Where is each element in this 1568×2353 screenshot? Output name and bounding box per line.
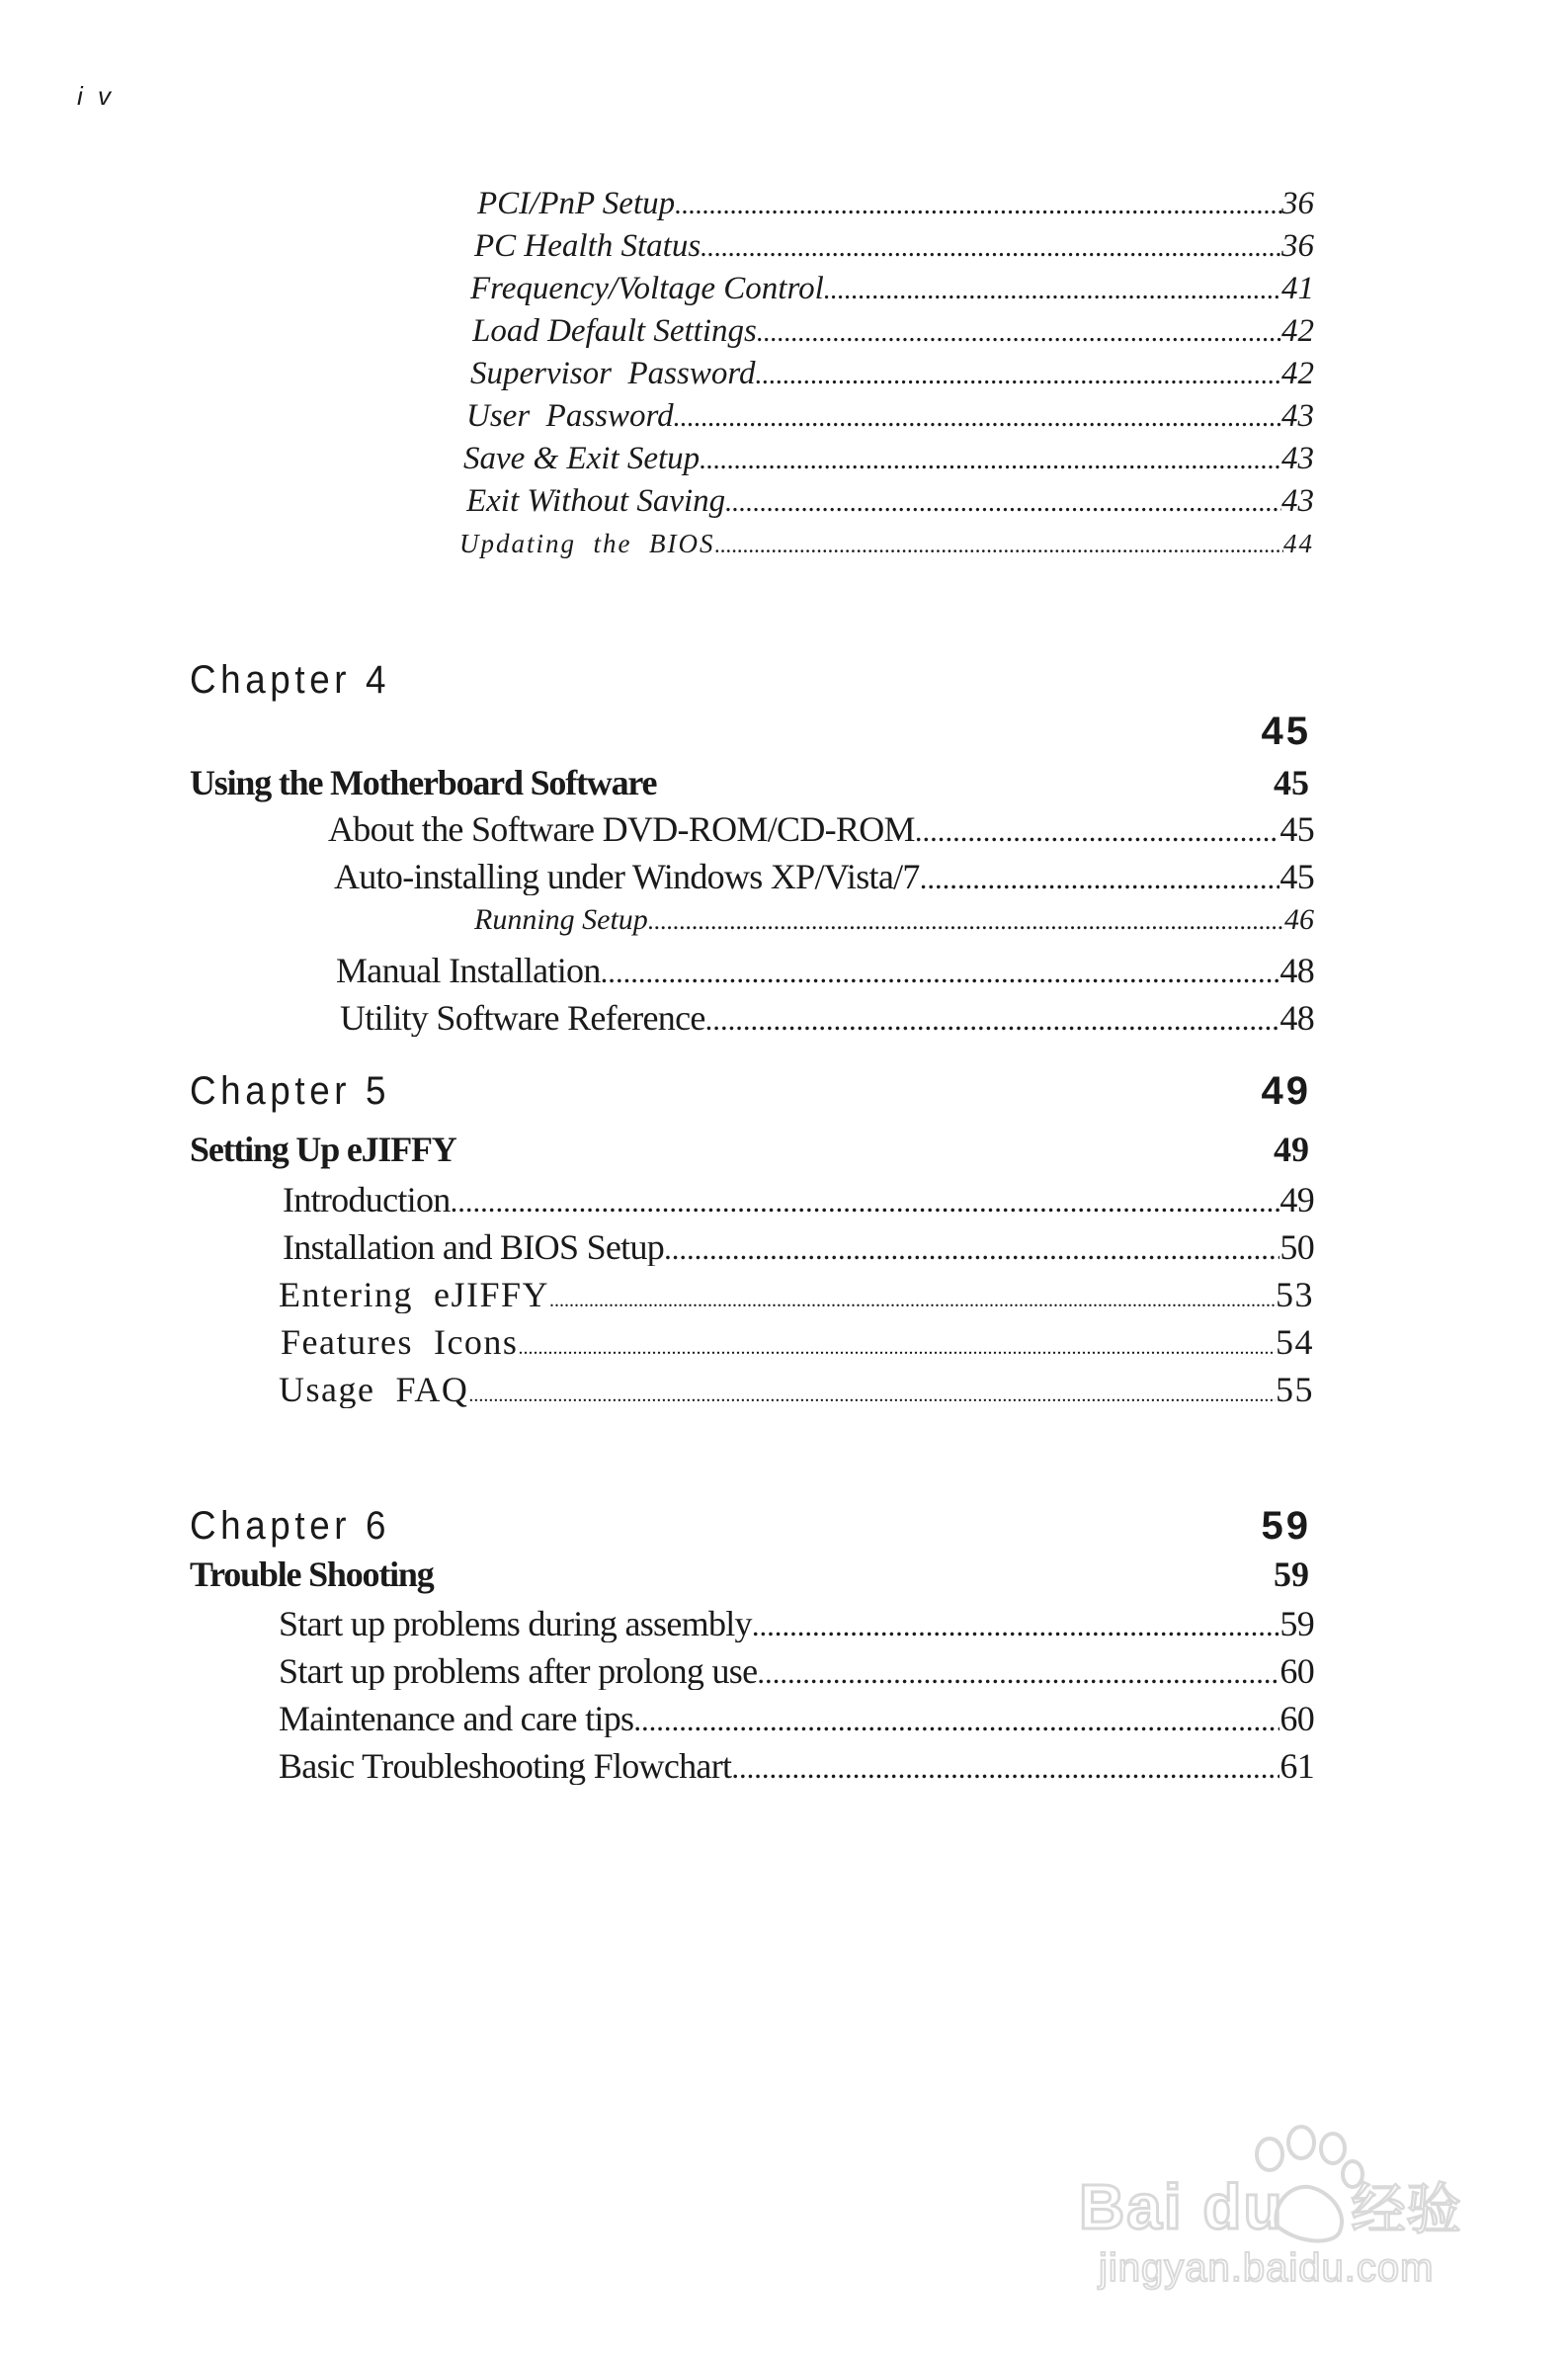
toc-entry-load-default-settings[interactable]: [472, 313, 1314, 353]
toc-entry-page: 60: [1279, 1699, 1314, 1737]
toc-entry-introduction[interactable]: [283, 1179, 1314, 1219]
chapter-5-number: 49: [1261, 1069, 1311, 1113]
toc-entry-maintenance-care-tips[interactable]: [279, 1698, 1314, 1737]
toc-entry-title: Running Setup: [474, 903, 648, 936]
chapter-5-label: Chapter 5: [190, 1069, 391, 1113]
chapter-6-label: Chapter 6: [190, 1504, 391, 1548]
toc-entry-page: 60: [1279, 1651, 1314, 1690]
toc-entry-page: 43: [1281, 441, 1314, 476]
toc-leader-dots: [755, 360, 1281, 391]
toc-entry-exit-without-saving[interactable]: [466, 483, 1314, 523]
toc-leader-dots: [601, 956, 1280, 989]
toc-entry-page: 42: [1281, 356, 1314, 391]
toc-entry-title: Start up problems during assembly: [279, 1604, 752, 1642]
toc-entry-page: 36: [1281, 186, 1314, 221]
toc-leader-dots: [705, 1003, 1280, 1037]
toc-entry-title: Updating the BIOS: [459, 529, 715, 558]
toc-entry-page: 46: [1284, 903, 1314, 936]
toc-leader-dots: [648, 906, 1284, 936]
toc-entry-pc-health-status[interactable]: [474, 228, 1314, 268]
toc-entry-title: About the Software DVD-ROM/CD-ROM: [328, 809, 915, 848]
toc-entry-title: Load Default Settings: [472, 313, 757, 349]
toc-entry-title: Basic Troubleshooting Flowchart: [279, 1746, 732, 1785]
toc-entry-page: 45: [1279, 809, 1314, 848]
toc-entry-auto-installing[interactable]: [334, 856, 1314, 895]
chapter-4-number: 45: [1261, 710, 1311, 753]
toc-leader-dots: [700, 445, 1281, 476]
chapter-4-label: Chapter 4: [190, 658, 391, 702]
toc-entry-supervisor-password[interactable]: [470, 356, 1314, 395]
toc-entry-page: 42: [1281, 313, 1314, 349]
toc-entry-title: Entering eJIFFY: [279, 1275, 549, 1313]
toc-leader-dots: [633, 1704, 1279, 1737]
toc-entry-page: 54: [1276, 1322, 1314, 1361]
toc-entry-utility-software-reference[interactable]: [340, 997, 1314, 1037]
watermark-brand: Bai du: [1079, 2171, 1284, 2242]
toc-leader-dots: [731, 1751, 1279, 1785]
watermark-url: jingyan.baidu.com: [1099, 2246, 1435, 2290]
toc-entry-title: Features Icons: [281, 1322, 519, 1361]
toc-leader-dots: [725, 487, 1281, 519]
toc-leader-dots: [549, 1290, 1276, 1312]
chapter-4-title-page: 45: [1274, 763, 1309, 802]
toc-entry-page: 50: [1279, 1227, 1314, 1266]
toc-leader-dots: [675, 190, 1281, 221]
toc-leader-dots: [757, 317, 1281, 349]
toc-entry-title: Frequency/Voltage Control: [470, 271, 824, 306]
toc-entry-page: 48: [1279, 998, 1314, 1037]
baidu-watermark: [1054, 2105, 1469, 2303]
toc-leader-dots: [752, 1609, 1280, 1642]
toc-entry-title: Supervisor Password: [470, 356, 756, 391]
chapter-5-title[interactable]: Setting Up eJIFFY: [190, 1130, 456, 1169]
toc-entry-title: PCI/PnP Setup: [477, 186, 676, 221]
toc-leader-dots: [664, 1232, 1279, 1266]
toc-leader-dots: [518, 1337, 1276, 1360]
toc-entry-title: Auto-installing under Windows XP/Vista/7: [334, 857, 920, 895]
toc-entry-title: Introduction: [283, 1180, 451, 1219]
toc-leader-dots: [451, 1185, 1280, 1219]
toc-entry-title: Exit Without Saving: [466, 483, 726, 519]
toc-entry-page: 55: [1276, 1370, 1314, 1408]
toc-entry-features-icons[interactable]: [281, 1321, 1314, 1361]
toc-entry-save-exit-setup[interactable]: [463, 441, 1314, 480]
page-number: i v: [77, 81, 115, 111]
toc-leader-dots: [714, 533, 1283, 558]
toc-entry-page: 41: [1281, 271, 1314, 306]
toc-entry-page: 43: [1281, 398, 1314, 434]
toc-entry-title: User Password: [466, 398, 674, 434]
watermark-cn: 经验: [1351, 2178, 1461, 2242]
toc-entry-page: 44: [1283, 529, 1314, 558]
toc-entry-usage-faq[interactable]: [279, 1369, 1314, 1408]
toc-leader-dots: [757, 1656, 1279, 1690]
toc-entry-title: PC Health Status: [474, 228, 701, 264]
toc-leader-dots: [920, 862, 1280, 895]
toc-entry-title: Installation and BIOS Setup: [283, 1227, 665, 1266]
chapter-4-title[interactable]: Using the Motherboard Software: [190, 763, 657, 802]
toc-entry-page: 59: [1279, 1604, 1314, 1642]
chapter-6-number: 59: [1261, 1504, 1311, 1548]
toc-entry-user-password[interactable]: [466, 398, 1314, 438]
toc-entry-entering-ejiffy[interactable]: [279, 1274, 1314, 1313]
toc-leader-dots: [674, 402, 1281, 434]
toc-entry-title: Save & Exit Setup: [463, 441, 701, 476]
toc-entry-title: Maintenance and care tips: [279, 1699, 634, 1737]
toc-entry-troubleshooting-flowchart[interactable]: [279, 1745, 1314, 1785]
toc-leader-dots: [824, 275, 1281, 306]
toc-entry-page: 45: [1279, 857, 1314, 895]
toc-entry-title: Manual Installation: [336, 951, 601, 989]
toc-leader-dots: [468, 1385, 1276, 1407]
toc-entry-manual-installation[interactable]: [336, 950, 1314, 989]
toc-entry-startup-problems-assembly[interactable]: [279, 1603, 1314, 1642]
toc-entry-page: 49: [1279, 1180, 1314, 1219]
chapter-6-title-page: 59: [1274, 1555, 1309, 1594]
toc-entry-pci-pnp-setup[interactable]: [477, 186, 1314, 225]
toc-entry-startup-problems-prolong[interactable]: [279, 1650, 1314, 1690]
toc-entry-page: 36: [1281, 228, 1314, 264]
toc-leader-dots: [701, 232, 1281, 264]
toc-entry-page: 61: [1279, 1746, 1314, 1785]
toc-entry-frequency-voltage-control[interactable]: [470, 271, 1314, 310]
toc-entry-about-software-dvd[interactable]: [328, 808, 1314, 848]
chapter-6-title[interactable]: Trouble Shooting: [190, 1555, 434, 1594]
toc-entry-running-setup[interactable]: [474, 903, 1314, 943]
toc-entry-updating-the-bios[interactable]: [459, 529, 1314, 568]
toc-entry-page: 48: [1279, 951, 1314, 989]
toc-entry-page: 53: [1276, 1275, 1314, 1313]
toc-entry-installation-bios-setup[interactable]: [283, 1226, 1314, 1266]
toc-leader-dots: [915, 814, 1280, 848]
toc-entry-title: Usage FAQ: [279, 1370, 469, 1408]
toc-entry-title: Utility Software Reference: [340, 998, 705, 1037]
toc-entry-page: 43: [1281, 483, 1314, 519]
toc-entry-title: Start up problems after prolong use: [279, 1651, 758, 1690]
chapter-5-title-page: 49: [1274, 1130, 1309, 1169]
